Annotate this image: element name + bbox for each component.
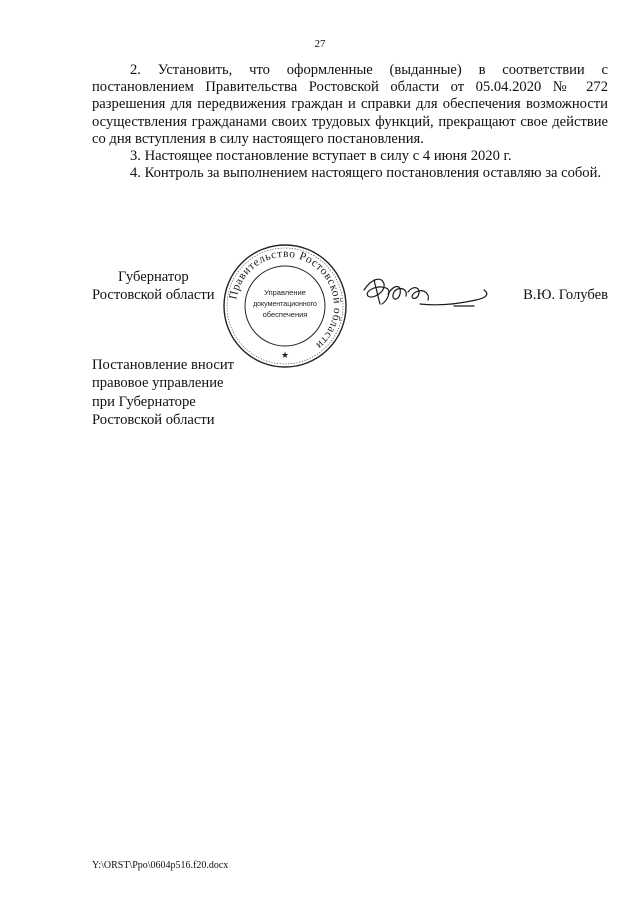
document-body (92, 62, 608, 182)
note-line4: Ростовской области (92, 412, 215, 429)
handwritten-signature (358, 270, 498, 318)
seal-inner-line2: документационного (253, 301, 317, 308)
signatory-name: В.Ю. Голубев (523, 287, 608, 303)
note-line3: при Губернаторе (92, 393, 196, 410)
seal-inner-line1: Управление (264, 288, 306, 297)
file-path-footer: Y:\ORST\Ppo\0604p516.f20.docx (92, 860, 229, 871)
note-line2: правовое управление (92, 375, 224, 392)
official-seal-stamp (222, 243, 348, 369)
paragraph-4: 4. Контроль за выполнением настоящего постановления оставляю за собой. (130, 165, 602, 182)
seal-star-icon: ★ (280, 351, 290, 361)
paragraph-3: 3. Настоящее постановление вступает в силу с 4 июня 2020 г. (130, 148, 512, 165)
submission-note (92, 356, 234, 430)
signatory-title-line2: Ростовской области (92, 287, 215, 303)
signatory-title-line1: Губернатор (118, 269, 189, 285)
page-number: 27 (314, 38, 326, 50)
signatory-title (92, 268, 215, 304)
note-line1: Постановление вносит (92, 357, 235, 373)
paragraph-2: 2. Установить, что оформленные (выданные) в соответствии с постановлением Правительства Ростовской области от 05.04.2020 № 272 разрешения для передвижения граждан и справки для обеспечения возможности осуществления гражданами своих трудовых функций, прекращают свое действие со дня вступления в силу настоящего постановления. (92, 62, 608, 147)
seal-inner-line3: обеспечения (262, 310, 308, 319)
seal-outer-text: Правительство Ростовской области (227, 247, 344, 352)
svg-text:Правительство Ростовской облас (227, 248, 343, 352)
